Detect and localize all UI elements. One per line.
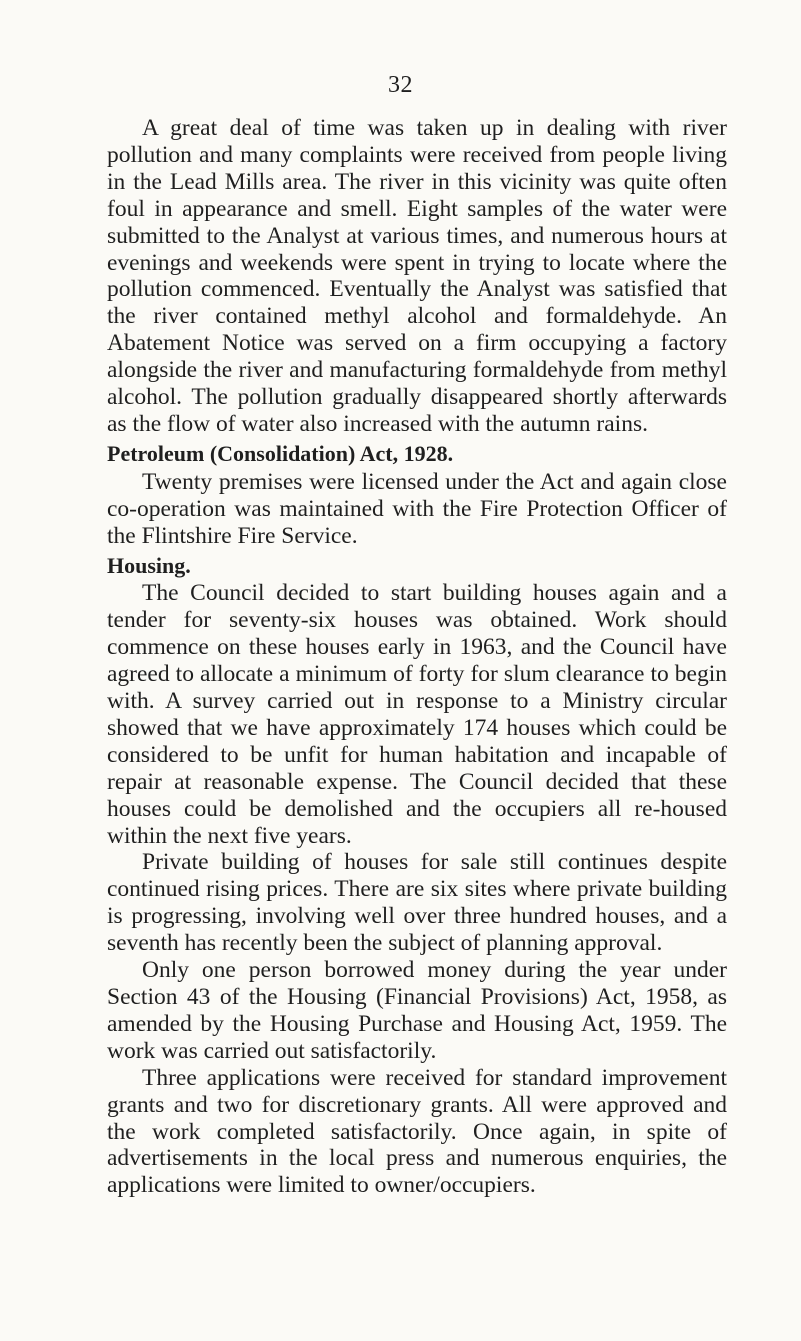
heading-housing: Housing.: [107, 552, 191, 578]
heading-petroleum-act: Petroleum (Consolidation) Act, 1928.: [107, 440, 454, 466]
paragraph-private-building: Private building of houses for sale still continues despite continued rising prices. There are six sites where private building is progressing, involving well over three hundred houses, and a seventh has recently been the subject of planning approval.: [107, 849, 727, 957]
paragraph-housing-council: The Council decided to start building houses again and a tender for seventy-six houses was obtained. Work should commence on these houses early in 1963, and the Council have agreed to allocate a minimum of forty for slum clearance to begin with. A survey carried out in response to a Ministry circular showed that we have approximately 174 houses which could be considered to be unfit for human habitation and incapable of repair at reasonable expense. The Council decided that these houses could be demolished and the occupiers all re-housed within the next five years.: [107, 580, 727, 849]
paragraph-improvement-grants: Three applications were received for standard improvement grants and two for discretionary grants. All were approved and the work completed satisfactorily. Once again, in spite of advertisements in the local press and numerous enquiries, the applications were limited to owner/occupiers.: [107, 1064, 727, 1199]
paragraph-river-pollution: A great deal of time was taken up in dealing with river pollution and many complaints were received from people living in the Lead Mills area. The river in this vicinity was quite often foul in appearance and smell. Eight samples of the water were submitted to the Analyst at various times, and numerous hours at evenings and weekends were spent in trying to locate where the pollution commenced. Eventually the Analyst was satisfied that the river contained methyl alcohol and formaldehyde. An Abatement Notice was served on a firm occupying a factory alongside the river and manufacturing formaldehyde from methyl alcohol. The pollution gradually disappeared shortly afterwards as the flow of water also increased with the autumn rains.: [107, 115, 727, 437]
paragraph-petroleum-licences: Twenty premises were licensed under the Act and again close co-operation was maintained with the Fire Protection Officer of the Flintshire Fire Service.: [107, 468, 727, 549]
body-text: [107, 115, 727, 1199]
paragraph-borrowed-money: Only one person borrowed money during the year under Section 43 of the Housing (Financial Provisions) Act, 1958, as amended by the Housing Purchase and Housing Act, 1959. The work was carried out satisfactorily.: [107, 957, 727, 1064]
page-number: 32: [388, 72, 413, 98]
